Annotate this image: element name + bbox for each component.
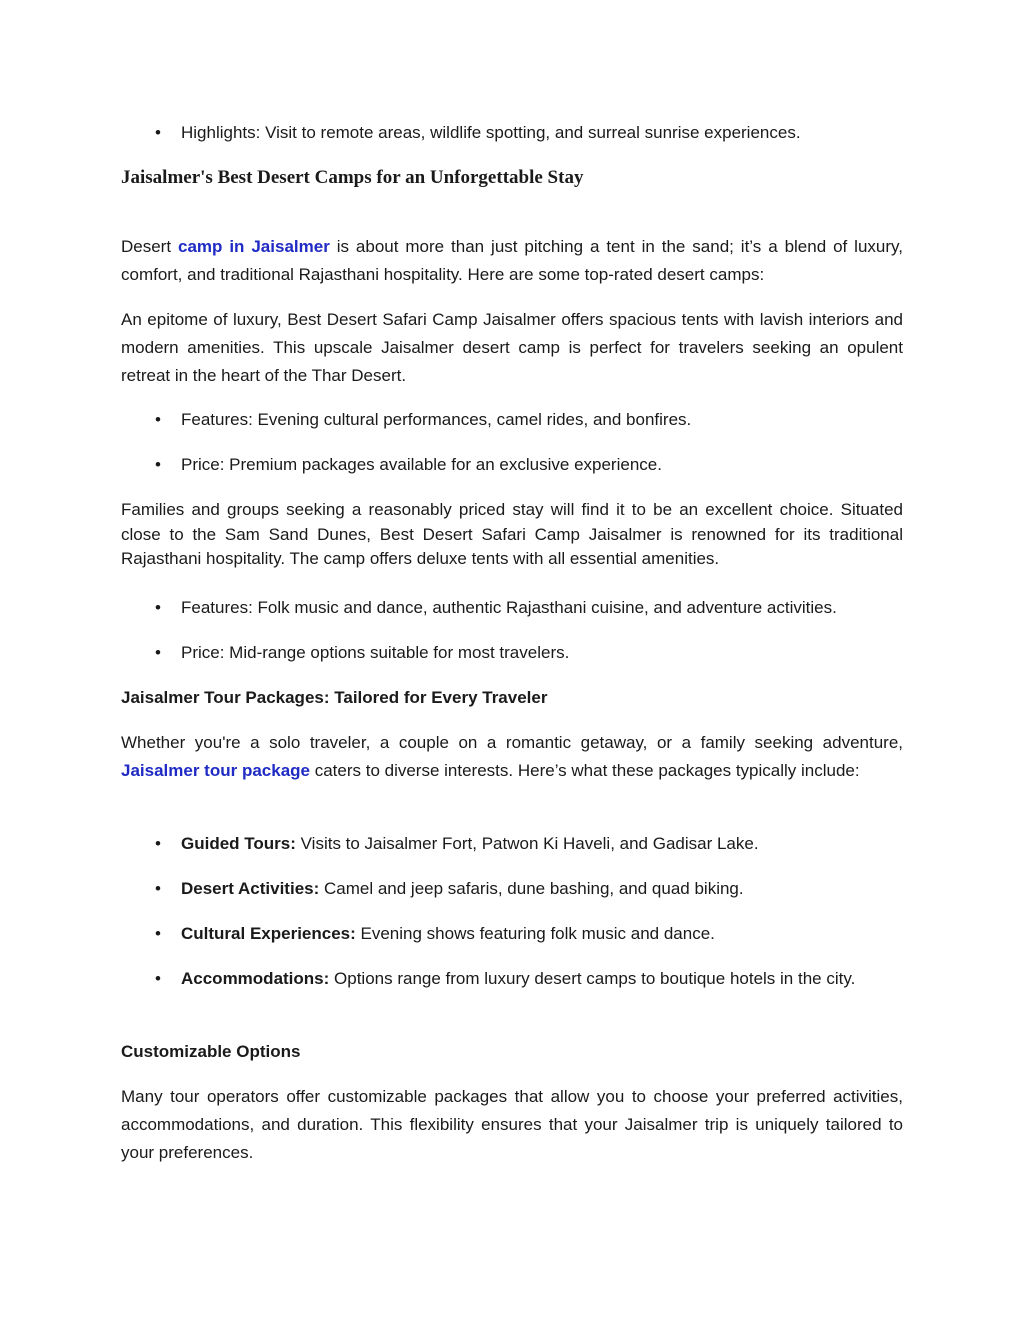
item-text: Visits to Jaisalmer Fort, Patwon Ki Haveli, and Gadisar Lake. [295, 834, 759, 853]
camp2-price: Price: Mid-range options suitable for most travelers. [181, 643, 570, 662]
list-item [155, 594, 903, 622]
item-label: Cultural Experiences: [181, 924, 356, 943]
item-text: Evening shows featuring folk music and dance. [355, 924, 715, 943]
customizable-paragraph: Many tour operators offer customizable packages that allow you to choose your preferred activities, accommodations, and duration. This flexibility ensures that your Jaisalmer trip is uniquely tailored to your preferences. [121, 1087, 903, 1162]
item-label: Accommodations: [181, 969, 330, 988]
bullet-icon: • [155, 924, 161, 943]
camp1-price: Price: Premium packages available for an exclusive experience. [181, 455, 662, 474]
item-label: Desert Activities: [181, 879, 320, 898]
bullet-icon: • [155, 123, 161, 142]
bullet-icon: • [155, 834, 161, 853]
bullet-icon: • [155, 455, 161, 474]
packages-intro-paragraph [121, 729, 903, 785]
list-item [155, 406, 903, 434]
bullet-icon: • [155, 969, 161, 988]
item-label: Guided Tours: [181, 834, 296, 853]
highlights-text: Highlights: Visit to remote areas, wildlife spotting, and surreal sunrise experiences. [181, 123, 801, 142]
bullet-icon: • [155, 879, 161, 898]
camps-intro-paragraph [121, 233, 903, 289]
packages-intro-post: caters to diverse interests. Here’s what these packages typically include: [309, 761, 860, 780]
camp-in-jaisalmer-link[interactable]: camp in Jaisalmer [178, 237, 330, 256]
list-item [155, 920, 903, 948]
camp2-paragraph: Families and groups seeking a reasonably priced stay will find it to be an excellent choice. Situated close to the Sam Sand Dunes, Best Desert Safari Camp Jaisalmer is renowned for its traditional Rajasthani hospitality. The camp offers deluxe tents with all essential amenities. [121, 500, 903, 568]
camps-intro-pre: Desert [121, 237, 178, 256]
camps-intro-post: is about more than just pitching a tent in the sand; it’s a blend of luxury, comfort, and traditional Rajasthani hospitality. Here are some top-rated desert camps: [121, 237, 903, 284]
jaisalmer-tour-package-link[interactable]: Jaisalmer tour package [121, 761, 310, 780]
bullet-icon: • [155, 643, 161, 662]
section-heading-customizable: Customizable Options [121, 1042, 301, 1061]
section-heading-desert-camps: Jaisalmer's Best Desert Camps for an Unforgettable Stay [121, 167, 584, 188]
camp1-paragraph: An epitome of luxury, Best Desert Safari Camp Jaisalmer offers spacious tents with lavish interiors and modern amenities. This upscale Jaisalmer desert camp is perfect for travelers seeking an opulent retreat in the heart of the Thar Desert. [121, 310, 903, 385]
bullet-icon: • [155, 410, 161, 429]
list-item [155, 875, 903, 903]
section-heading-tour-packages: Jaisalmer Tour Packages: Tailored for Every Traveler [121, 688, 548, 707]
list-item [155, 965, 903, 993]
item-text: Options range from luxury desert camps to boutique hotels in the city. [329, 969, 856, 988]
item-text: Camel and jeep safaris, dune bashing, and quad biking. [319, 879, 744, 898]
packages-intro-pre: Whether you're a solo traveler, a couple on a romantic getaway, or a family seeking adventure, [121, 733, 903, 752]
list-item [155, 830, 903, 858]
bullet-icon: • [155, 598, 161, 617]
list-item [155, 119, 903, 147]
list-item [155, 451, 903, 479]
camp1-features: Features: Evening cultural performances, camel rides, and bonfires. [181, 410, 692, 429]
list-item [155, 639, 903, 667]
content-column [121, 0, 903, 1325]
camp2-features: Features: Folk music and dance, authentic Rajasthani cuisine, and adventure activities. [181, 598, 837, 617]
